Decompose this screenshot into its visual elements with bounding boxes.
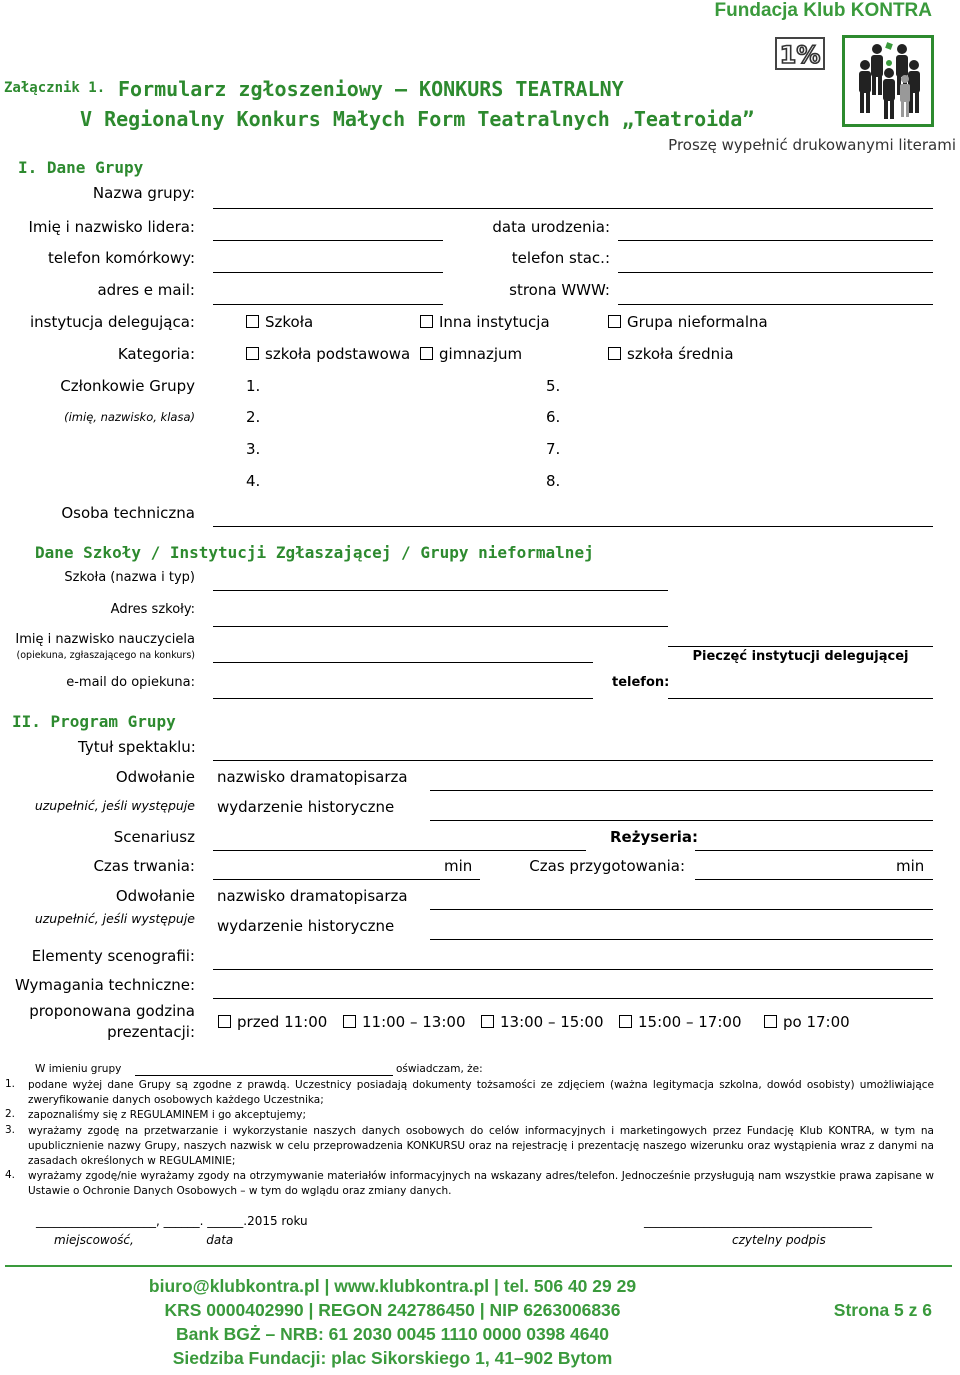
checkbox-icon[interactable] — [764, 1015, 777, 1028]
teacher-hint: (opiekuna, zgłaszającego na konkurs) — [16, 650, 195, 661]
member-number: 1. — [246, 377, 261, 395]
checkbox-icon[interactable] — [481, 1015, 494, 1028]
scenography-label: Elementy scenografii: — [31, 947, 195, 965]
playwright-field[interactable] — [430, 790, 933, 791]
declaration-item-4: wyrażamy zgodę/nie wyrażamy zgody na otrzymywanie materiałów informacyjnych na wskazany adres/telefon. Jednocześnie przysługują nam wszystkie prawa zapisane w Ustawie o Ochronie Danych Osobowych – w tym do wglądu oraz zmiany danych. — [28, 1170, 934, 1197]
foundation-name: Fundacja Klub KONTRA — [714, 0, 932, 21]
time-option[interactable]: 15:00 – 17:00 — [619, 1013, 742, 1031]
declaration-item-1: podane wyżej dane Grupy są zgodne z prawdą. Uczestnicy posiadają dokumenty tożsamości ze zdjęciem (ważna legitymacja szkolna, dowód osobisty) umożliwiające zweryfikowanie danych osobowych każdego Uczestnika; — [28, 1079, 934, 1106]
school-address-field[interactable] — [213, 626, 668, 627]
declaration-item-3: wyrażamy zgodę na przetwarzanie i wykorzystanie naszych danych osobowych do celów informacyjnych i marketingowych przez Fundację Klub KONTRA, w tym na upublicznienie nazwy Grupy, naszych nazwisk w celu przeprowadzenia KONKURSU oraz na rejestrację i prezentację naszego wizerunku oraz wystąpienia wraz z danymi na zasadach określonych w REGULAMINIE; — [28, 1125, 934, 1167]
school-name-label: Szkoła (nazwa i typ) — [64, 570, 195, 585]
school-heading: Dane Szkoły / Instytucji Zgłaszającej / Grupy nieformalnej — [35, 543, 594, 562]
event-field[interactable] — [430, 820, 933, 821]
direction-field[interactable] — [695, 850, 933, 851]
member-number: 3. — [246, 440, 261, 458]
page-number: Strona 5 z 6 — [833, 1300, 932, 1320]
prep-field[interactable] — [695, 879, 933, 880]
cat-option-high[interactable]: szkoła średnia — [608, 345, 734, 363]
reference-label-2: Odwołanie — [115, 887, 195, 905]
school-address-label: Adres szkoły: — [110, 602, 195, 617]
playwright-field-2[interactable] — [430, 909, 933, 910]
teacher-phone-field[interactable] — [668, 698, 933, 699]
section-2-heading: II. Program Grupy — [12, 712, 176, 731]
attachment-label: Załącznik 1. — [4, 80, 106, 96]
member-number: 7. — [546, 440, 561, 458]
declaration-number: 1. — [5, 1078, 16, 1090]
teacher-phone-label: telefon: — [612, 675, 670, 690]
checkbox-icon[interactable] — [608, 315, 621, 328]
leader-field[interactable] — [213, 240, 443, 241]
prep-label: Czas przygotowania: — [529, 857, 685, 875]
footer-address: Siedziba Fundacji: plac Sikorskiego 1, 41–902 Bytom — [172, 1348, 613, 1368]
checkbox-icon[interactable] — [246, 347, 259, 360]
tech-req-field[interactable] — [213, 998, 933, 999]
stamp-label: Pieczęć instytucji delegującej — [692, 649, 909, 664]
place-date-line[interactable]: ____________________, ______. ______.2015 roku — [36, 1214, 308, 1228]
inst-option-informal[interactable]: Grupa nieformalna — [608, 313, 768, 331]
declaration-number: 3. — [5, 1124, 16, 1136]
checkbox-icon[interactable] — [343, 1015, 356, 1028]
declaration-number: 2. — [5, 1108, 16, 1120]
reference-label: Odwołanie — [115, 768, 195, 786]
member-number: 8. — [546, 472, 561, 490]
proposed-time-label-1: proponowana godzina — [29, 1002, 195, 1020]
time-option[interactable]: 11:00 – 13:00 — [343, 1013, 466, 1031]
member-number: 2. — [246, 408, 261, 426]
footer-divider — [5, 1265, 952, 1267]
member-number: 4. — [246, 472, 261, 490]
checkbox-icon[interactable] — [420, 315, 433, 328]
email-field[interactable] — [213, 304, 443, 305]
email-label: adres e mail: — [97, 281, 195, 299]
institution-label: instytucja delegująca: — [29, 313, 195, 331]
teacher-field[interactable] — [213, 662, 593, 663]
playwright-label-2: nazwisko dramatopisarza — [217, 887, 408, 905]
birth-date-field[interactable] — [618, 240, 933, 241]
checkbox-icon[interactable] — [420, 347, 433, 360]
checkbox-icon[interactable] — [218, 1015, 231, 1028]
members-hint: (imię, nazwisko, klasa) — [64, 410, 195, 424]
leader-label: Imię i nazwisko lidera: — [28, 218, 195, 236]
website-label: strona WWW: — [509, 281, 610, 299]
signature-caption: czytelny podpis — [732, 1233, 826, 1247]
declaration-item-2: zapoznaliśmy się z REGULAMINEM i go akceptujemy; — [28, 1109, 307, 1121]
birth-date-label: data urodzenia: — [492, 218, 610, 236]
klub-kontra-logo-icon — [842, 35, 934, 127]
tech-person-field[interactable] — [213, 526, 933, 527]
playwright-label: nazwisko dramatopisarza — [217, 768, 408, 786]
direction-label: Reżyseria: — [610, 828, 698, 846]
declaration-intro-a: W imieniu grupy — [35, 1063, 122, 1075]
script-field[interactable] — [213, 850, 586, 851]
time-option[interactable]: przed 11:00 — [218, 1013, 327, 1031]
footer-bank: Bank BGŻ – NRB: 61 2030 0045 1110 0000 0398 4640 — [176, 1324, 609, 1344]
form-subtitle: V Regionalny Konkurs Małych Form Teatralnych „Teatroida” — [80, 107, 755, 131]
teacher-email-label: e-mail do opiekuna: — [66, 675, 195, 690]
cat-option-primary[interactable]: szkoła podstawowa — [246, 345, 410, 363]
member-number: 5. — [546, 377, 561, 395]
member-number: 6. — [546, 408, 561, 426]
form-title: Formularz zgłoszeniowy – KONKURS TEATRALNY — [118, 77, 624, 101]
category-label: Kategoria: — [117, 345, 195, 363]
play-title-label: Tytuł spektaklu: — [78, 738, 196, 756]
signature-line[interactable]: ______________________________________ — [644, 1214, 872, 1228]
time-option[interactable]: po 17:00 — [764, 1013, 850, 1031]
event-field-2[interactable] — [430, 939, 933, 940]
duration-label: Czas trwania: — [93, 857, 195, 875]
teacher-label: Imię i nazwisko nauczyciela — [15, 632, 195, 647]
members-label: Członkowie Grupy — [60, 377, 195, 395]
checkbox-icon[interactable] — [619, 1015, 632, 1028]
website-field[interactable] — [618, 304, 933, 305]
mobile-field[interactable] — [213, 272, 443, 273]
section-1-heading: I. Dane Grupy — [18, 158, 144, 177]
duration-unit: min — [444, 857, 473, 875]
landline-field[interactable] — [618, 272, 933, 273]
event-label-2: wydarzenie historyczne — [217, 917, 395, 935]
mobile-label: telefon komórkowy: — [48, 249, 195, 267]
school-name-field[interactable] — [213, 590, 668, 591]
declaration-intro-b: oświadczam, że: — [396, 1063, 483, 1075]
one-percent-logo — [775, 37, 825, 70]
footer-registry: KRS 0000402990 | REGON 242786450 | NIP 6263006836 — [164, 1300, 621, 1320]
inst-option-other[interactable]: Inna instytucja — [420, 313, 550, 331]
place-date-caption: miejscowość, data — [54, 1233, 234, 1247]
prep-unit: min — [896, 857, 925, 875]
group-name-field[interactable] — [213, 208, 933, 209]
event-label: wydarzenie historyczne — [217, 798, 395, 816]
footer-contact: biuro@klubkontra.pl | www.klubkontra.pl | tel. 506 40 29 29 — [148, 1276, 637, 1296]
group-name-label: Nazwa grupy: — [92, 184, 195, 202]
proposed-time-label-2: prezentacji: — [107, 1023, 195, 1041]
script-label: Scenariusz — [113, 828, 195, 846]
scenography-field[interactable] — [213, 969, 933, 970]
fill-if-hint-2: uzupełnić, jeśli występuje — [34, 911, 195, 926]
tech-person-label: Osoba techniczna — [61, 504, 195, 522]
checkbox-icon[interactable] — [246, 315, 259, 328]
one-percent-text: 1% — [779, 41, 821, 69]
tech-req-label: Wymagania techniczne: — [14, 976, 195, 994]
fill-instruction: Proszę wypełnić drukowanymi literami — [668, 136, 956, 154]
checkbox-icon[interactable] — [608, 347, 621, 360]
declaration-group-field[interactable] — [135, 1075, 393, 1076]
inst-option-school[interactable]: Szkoła — [246, 313, 313, 331]
play-title-field[interactable] — [213, 760, 933, 761]
stamp-line — [668, 646, 933, 647]
declaration-number: 4. — [5, 1169, 16, 1181]
duration-field[interactable] — [213, 879, 480, 880]
cat-option-middle[interactable]: gimnazjum — [420, 345, 522, 363]
landline-label: telefon stac.: — [511, 249, 610, 267]
time-option[interactable]: 13:00 – 15:00 — [481, 1013, 604, 1031]
fill-if-hint: uzupełnić, jeśli występuje — [34, 798, 195, 813]
teacher-email-field[interactable] — [213, 698, 593, 699]
